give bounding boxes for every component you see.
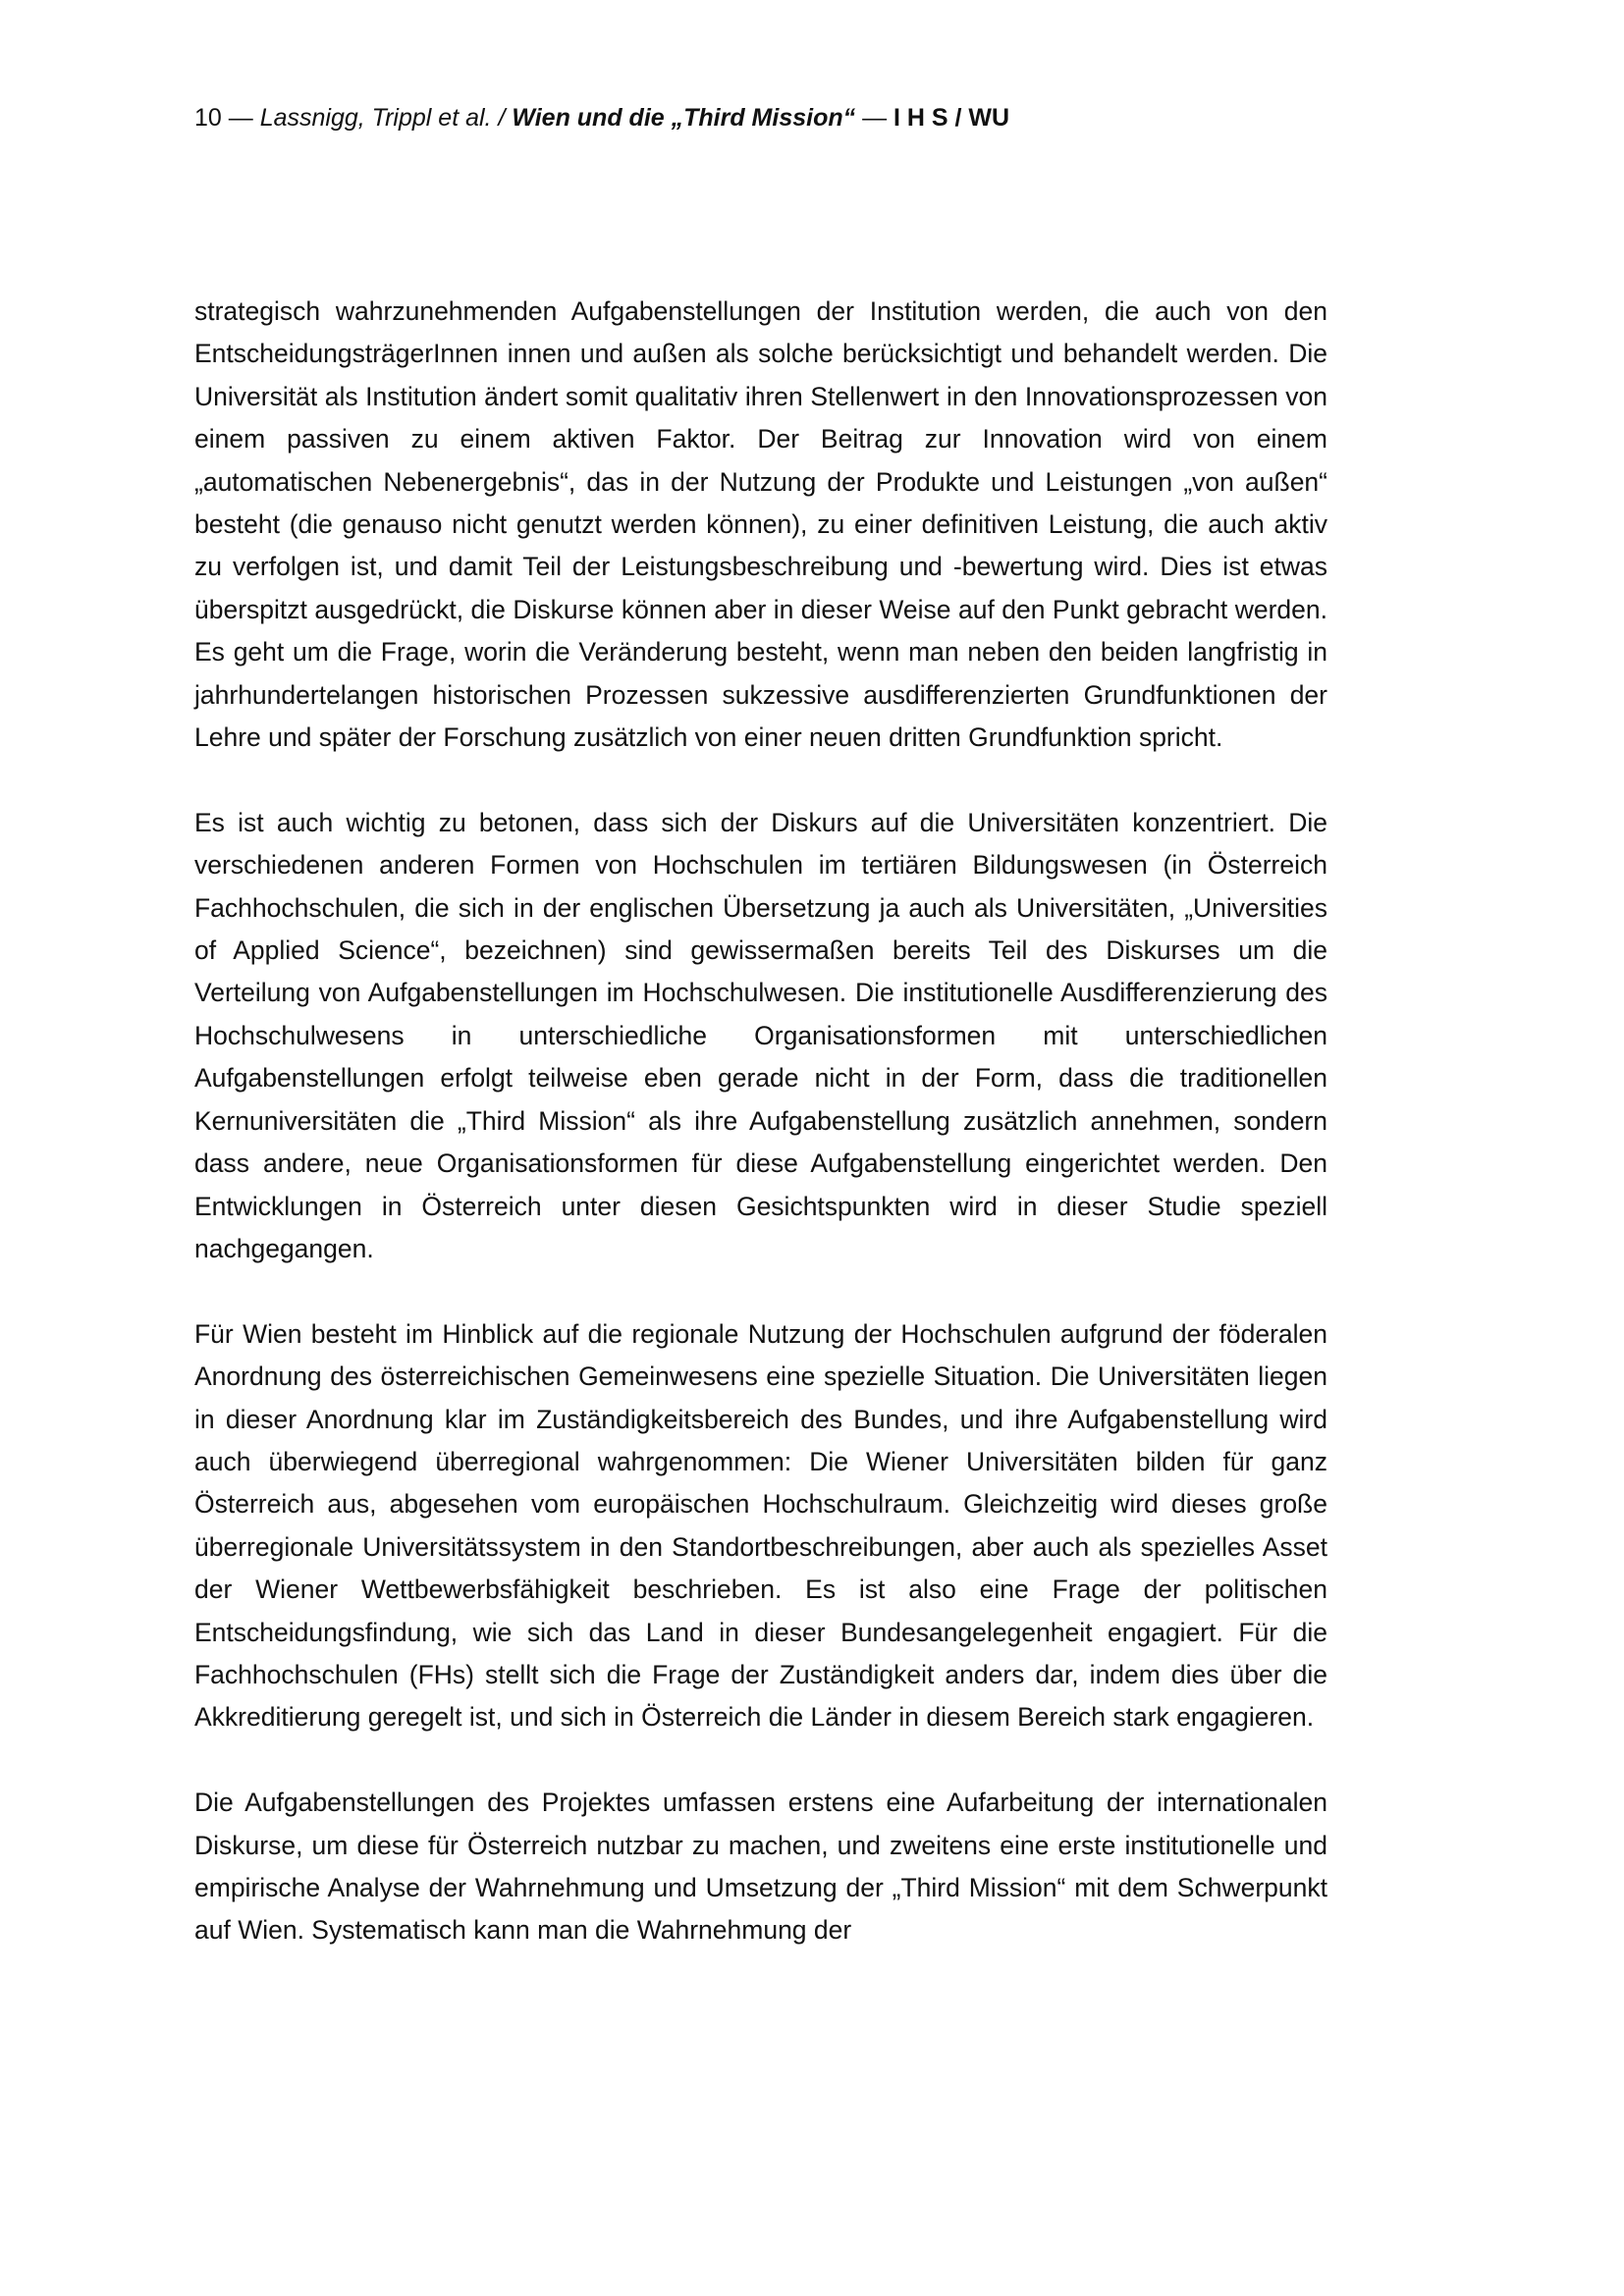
header-title: Wien und die „Third Mission“	[512, 104, 856, 132]
page-number: 10	[194, 104, 222, 132]
header-institutions: I H S / WU	[893, 104, 1010, 132]
header-separator: —	[221, 104, 260, 132]
header-separator: —	[855, 104, 894, 132]
paragraph: strategisch wahrzunehmenden Aufgabenstellungen der Institution werden, die auch von den EntscheidungsträgerInnen innen und außen als solche berücksichtigt und behandelt werden. Die Universität als Institution ändert somit qualitativ ihren Stellenwert in den Innovationsprozessen von einem passiven zu einem aktiven Faktor. Der Beitrag zur Innovation wird von einem „automatischen Nebenergebnis“, das in der Nutzung der Produkte und Leistungen „von außen“ besteht (die genauso nicht genutzt werden können), zu einer definitiven Leistung, die auch aktiv zu verfolgen ist, und damit Teil der Leistungsbeschreibung und -bewertung wird. Dies ist etwas überspitzt ausgedrückt, die Diskurse können aber in dieser Weise auf den Punkt gebracht werden. Es geht um die Frage, worin die Veränderung besteht, wenn man neben den beiden langfristig in jahrhundertelangen historischen Prozessen sukzessive ausdifferenzierten Grundfunktionen der Lehre und später der Forschung zusätzlich von einer neuen dritten Grundfunktion spricht.	[194, 296, 1327, 753]
paragraph: Es ist auch wichtig zu betonen, dass sich der Diskurs auf die Universitäten konzentriert. Die verschiedenen anderen Formen von Hochschulen im tertiären Bildungswesen (in Österreich Fachhochschulen, die sich in der englischen Übersetzung ja auch als Universitäten, „Universities of Applied Science“, bezeichnen) sind gewissermaßen bereits Teil des Diskurses um die Verteilung von Aufgabenstellungen im Hochschulwesen. Die institutionelle Ausdifferenzierung des Hochschulwesens in unterschiedliche Organisationsformen mit unterschiedlichen Aufgabenstellungen erfolgt teilweise eben gerade nicht in der Form, dass die traditionellen Kernuniversitäten die „Third Mission“ als ihre Aufgabenstellung zusätzlich annehmen, sondern dass andere, neue Organisationsformen für diese Aufgabenstellung eingerichtet werden. Den Entwicklungen in Österreich unter diesen Gesichtspunkten wird in dieser Studie speziell nachgegangen.	[194, 807, 1327, 1263]
body-text	[194, 291, 1327, 1952]
paragraph: Die Aufgabenstellungen des Projektes umfassen erstens eine Aufarbeitung der internationalen Diskurse, um diese für Österreich nutzbar zu machen, und zweitens eine erste institutionelle und empirische Analyse der Wahrnehmung und Umsetzung der „Third Mission“ mit dem Schwerpunkt auf Wien. Systematisch kann man die Wahrnehmung der	[194, 1788, 1327, 1946]
running-header	[194, 102, 1009, 133]
paragraph: Für Wien besteht im Hinblick auf die regionale Nutzung der Hochschulen aufgrund der föderalen Anordnung des österreichischen Gemeinwesens eine spezielle Situation. Die Universitäten liegen in dieser Anordnung klar im Zuständigkeitsbereich des Bundes, und ihre Aufgabenstellung wird auch überwiegend überregional wahrgenommen: Die Wiener Universitäten bilden für ganz Österreich aus, abgesehen vom europäischen Hochschulraum. Gleichzeitig wird dieses große überregionale Universitätssystem in den Standortbeschreibungen, aber auch als spezielles Asset der Wiener Wettbewerbsfähigkeit beschrieben. Es ist also eine Frage der politischen Entscheidungsfindung, wie sich das Land in dieser Bundesangelegenheit engagiert. Für die Fachhochschulen (FHs) stellt sich die Frage der Zuständigkeit anders dar, indem dies über die Akkreditierung geregelt ist, und sich in Österreich die Länder in diesem Bereich stark engagieren.	[194, 1318, 1327, 1733]
header-slash: /	[491, 104, 513, 132]
header-authors: Lassnigg, Trippl et al.	[259, 104, 492, 132]
